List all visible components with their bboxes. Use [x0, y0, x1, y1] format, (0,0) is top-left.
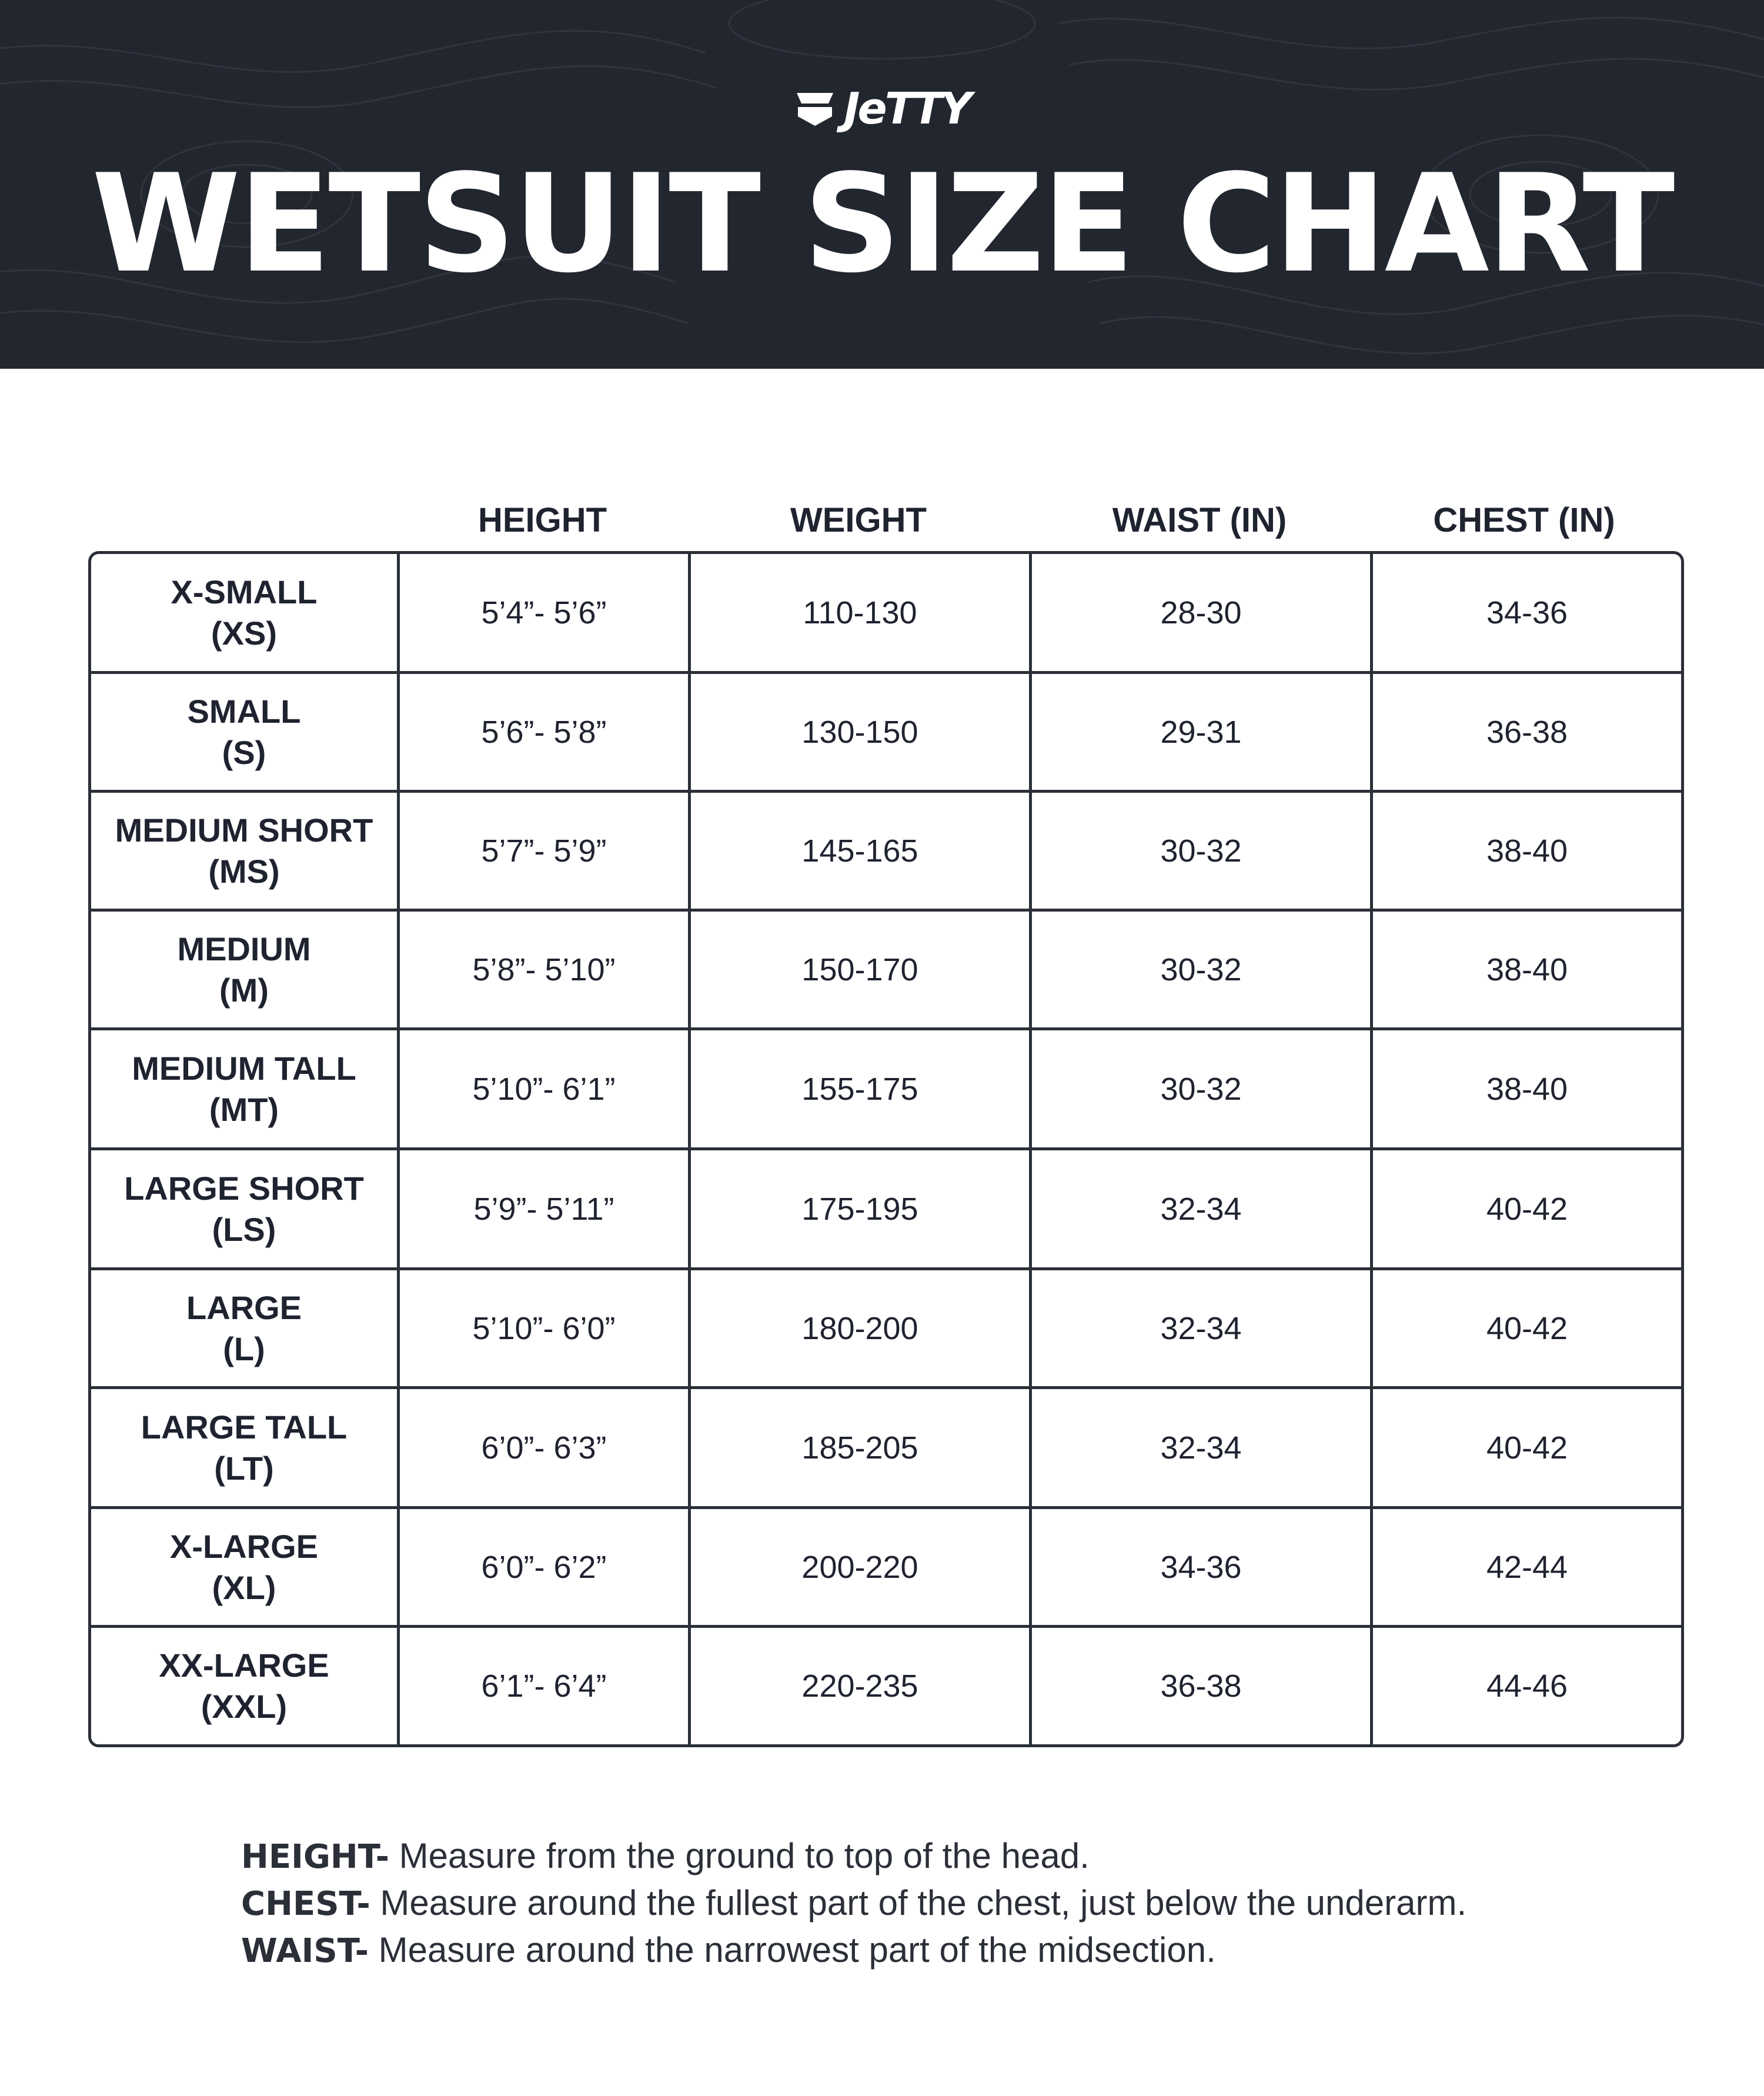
waist-cell: 30-32 [1032, 793, 1373, 909]
column-header-weight: WEIGHT [790, 501, 927, 539]
size-name: LARGE [186, 1289, 302, 1326]
weight-cell: 155-175 [691, 1030, 1032, 1147]
size-cell [91, 1628, 400, 1744]
height-cell: 6’0”- 6’2” [400, 1509, 691, 1625]
size-name: LARGE SHORT [124, 1169, 364, 1207]
height-cell: 6’1”- 6’4” [400, 1628, 691, 1744]
column-headers [0, 494, 1764, 547]
waist-cell: 28-30 [1032, 554, 1373, 671]
weight-cell: 200-220 [691, 1509, 1032, 1625]
waist-cell: 36-38 [1032, 1628, 1373, 1744]
note-text: Measure around the narrowest part of the midsection. [368, 1930, 1216, 1970]
brand-name: JeTTY [844, 84, 970, 134]
weight-cell: 185-205 [691, 1389, 1032, 1506]
chest-cell: 40-42 [1486, 1191, 1568, 1227]
height-cell: 5’6”- 5’8” [400, 674, 691, 790]
table-row [91, 1270, 1681, 1389]
weight-cell: 110-130 [691, 554, 1032, 671]
weight-cell: 220-235 [691, 1628, 1032, 1744]
weight-cell: 150-170 [691, 912, 1032, 1027]
table-row [91, 1389, 1681, 1509]
table-row [91, 1628, 1681, 1744]
size-cell [91, 1030, 400, 1147]
column-header-height: HEIGHT [477, 501, 607, 539]
waist-cell: 32-34 [1032, 1150, 1373, 1267]
note-label: CHEST- [241, 1885, 370, 1923]
weight-cell: 180-200 [691, 1270, 1032, 1386]
height-cell: 5’10”- 6’1” [400, 1030, 691, 1147]
waist-cell: 30-32 [1032, 1030, 1373, 1147]
chest-cell: 36-38 [1486, 714, 1568, 750]
weight-cell: 145-165 [691, 793, 1032, 909]
size-abbreviation: (LS) [212, 1210, 276, 1248]
size-name: LARGE TALL [141, 1408, 348, 1446]
weight-cell: 130-150 [691, 674, 1032, 790]
size-name: MEDIUM TALL [132, 1049, 356, 1087]
size-cell [91, 1389, 400, 1506]
size-name: X-SMALL [171, 573, 318, 610]
size-name: MEDIUM [177, 930, 311, 967]
size-cell [91, 1509, 400, 1625]
weight-cell: 175-195 [691, 1150, 1032, 1267]
table-row [91, 912, 1681, 1030]
size-name: SMALL [187, 692, 301, 730]
waist-cell: 32-34 [1032, 1389, 1373, 1506]
chest-cell: 44-46 [1486, 1668, 1568, 1704]
chest-cell: 38-40 [1486, 833, 1568, 869]
chest-cell: 34-36 [1486, 595, 1568, 630]
waist-cell: 34-36 [1032, 1509, 1373, 1625]
note-text: Measure from the ground to top of the head. [389, 1836, 1090, 1875]
note-label: WAIST- [241, 1932, 369, 1970]
waist-cell: 29-31 [1032, 674, 1373, 790]
table-row [91, 1030, 1681, 1150]
column-header-chest-in: CHEST (IN) [1433, 501, 1615, 539]
table-row [91, 674, 1681, 793]
size-abbreviation: (MS) [208, 852, 280, 890]
size-abbreviation: (LT) [214, 1449, 274, 1487]
size-abbreviation: (XXL) [201, 1688, 288, 1725]
brand-logo [0, 85, 1764, 132]
height-cell: 5’10”- 6’0” [400, 1270, 691, 1386]
page-title: WETSUIT SIZE CHART [91, 146, 1673, 303]
size-name: X-LARGE [170, 1527, 318, 1565]
chest-cell: 38-40 [1486, 952, 1568, 987]
header-banner [0, 0, 1764, 369]
height-cell: 5’7”- 5’9” [400, 793, 691, 909]
height-cell: 5’8”- 5’10” [400, 912, 691, 1027]
waist-cell: 30-32 [1032, 912, 1373, 1027]
size-name: XX-LARGE [159, 1647, 329, 1684]
waist-cell: 32-34 [1032, 1270, 1373, 1386]
table-row [91, 1509, 1681, 1628]
height-cell: 6’0”- 6’3” [400, 1389, 691, 1506]
height-cell: 5’9”- 5’11” [400, 1150, 691, 1267]
chest-cell: 38-40 [1486, 1071, 1568, 1107]
note-chest [241, 1880, 1711, 1927]
size-cell [91, 793, 400, 909]
size-abbreviation: (MT) [209, 1090, 279, 1128]
table-row [91, 554, 1681, 674]
table-row [91, 793, 1681, 912]
size-table [88, 551, 1684, 1747]
note-label: HEIGHT- [241, 1838, 389, 1876]
size-abbreviation: (S) [222, 733, 266, 771]
table-row [91, 1150, 1681, 1270]
height-cell: 5’4”- 5’6” [400, 554, 691, 671]
measurement-notes [241, 1833, 1711, 1974]
size-cell [91, 912, 400, 1027]
note-waist [241, 1927, 1711, 1974]
note-height [241, 1833, 1711, 1880]
size-cell [91, 674, 400, 790]
size-cell [91, 1150, 400, 1267]
size-cell [91, 554, 400, 671]
size-cell [91, 1270, 400, 1386]
size-abbreviation: (L) [223, 1330, 265, 1367]
size-abbreviation: (XS) [211, 614, 277, 652]
jetty-logo-icon [794, 89, 836, 128]
size-abbreviation: (M) [219, 971, 269, 1009]
chest-cell: 40-42 [1486, 1430, 1568, 1466]
note-text: Measure around the fullest part of the chest, just below the underarm. [370, 1883, 1467, 1923]
size-name: MEDIUM SHORT [115, 811, 373, 849]
size-abbreviation: (XL) [212, 1568, 276, 1606]
chest-cell: 40-42 [1486, 1310, 1568, 1346]
column-header-waist-in: WAIST (IN) [1112, 501, 1287, 539]
chest-cell: 42-44 [1486, 1549, 1568, 1585]
